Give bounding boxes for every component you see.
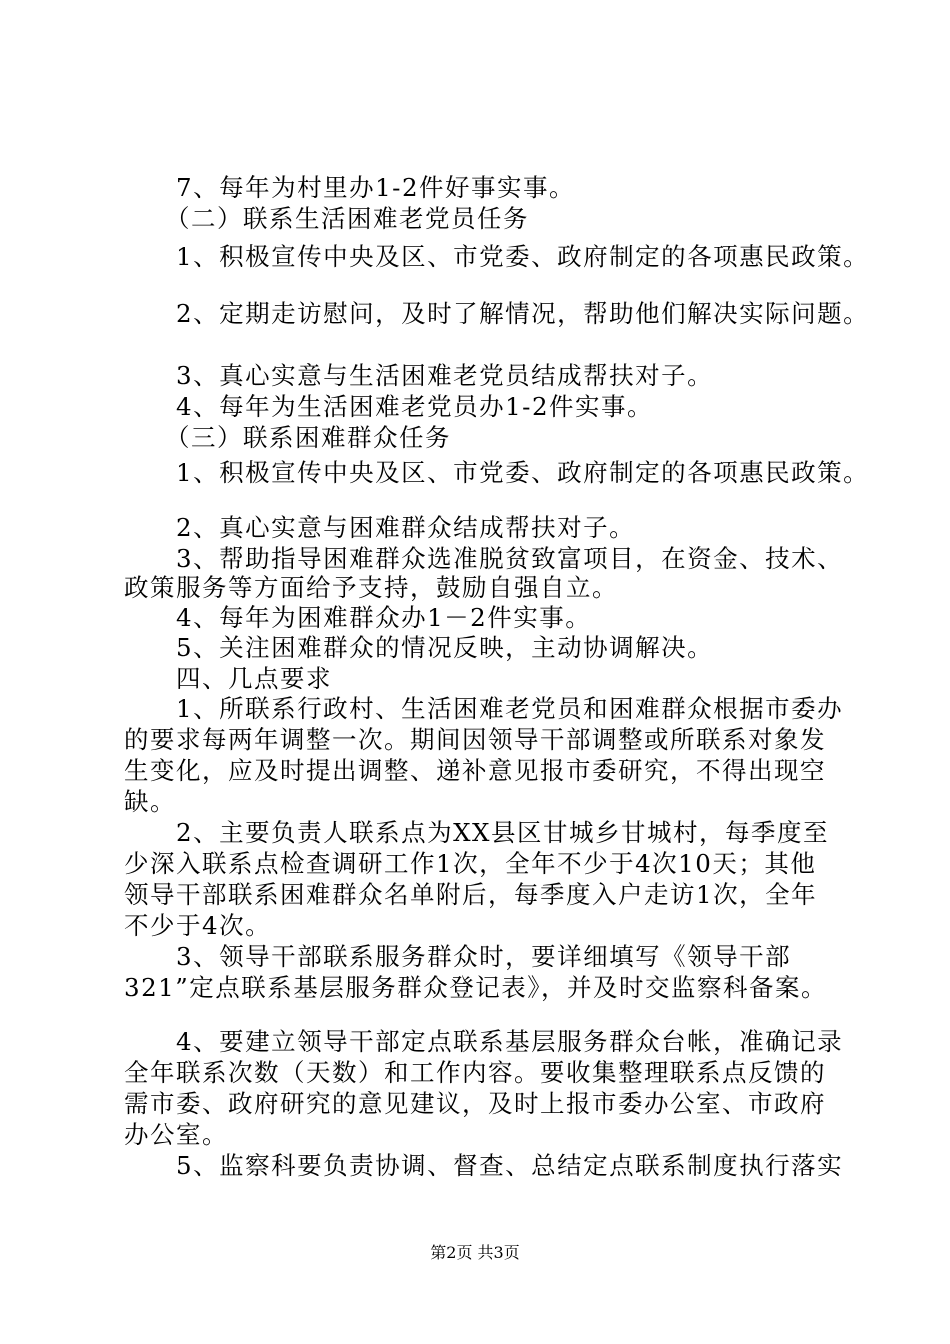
section-heading: （二）联系生活困难老党员任务 [165,204,529,233]
text-line: 3、真心实意与生活困难老党员结成帮扶对子。 [176,361,714,390]
text-line: 政策服务等方面给予支持，鼓励自强自立。 [124,573,618,602]
text-line: 5、监察科要负责协调、督查、总结定点联系制度执行落实 [176,1151,844,1180]
text-line: 需市委、政府研究的意见建议，及时上报市委办公室、市政府 [124,1089,826,1118]
text-line: 生变化，应及时提出调整、递补意见报市委研究，不得出现空 [124,756,826,785]
text-line: 不少于4次。 [124,911,272,940]
text-line: 少深入联系点检查调研工作1次，全年不少于4次10天；其他 [124,849,817,878]
text-line: 办公室。 [124,1120,228,1149]
text-line: 的要求每两年调整一次。期间因领导干部调整或所联系对象发 [124,725,826,754]
text-line: 4、要建立领导干部定点联系基层服务群众台帐，准确记录 [176,1027,844,1056]
text-line: 领导干部联系困难群众名单附后，每季度入户走访1次，全年 [124,880,818,909]
text-line: 2、真心实意与困难群众结成帮扶对子。 [176,513,636,542]
text-line: 2、定期走访慰问，及时了解情况，帮助他们解决实际问题。 [176,299,870,328]
text-line: 321”定点联系基层服务群众登记表》，并及时交监察科备案。 [124,973,828,1002]
text-line: 2、主要负责人联系点为XX县区甘城乡甘城村，每季度至 [176,818,829,847]
section-heading: （三）联系困难群众任务 [165,423,451,452]
text-line: 1、所联系行政村、生活困难老党员和困难群众根据市委办 [176,694,844,723]
text-line: 7、每年为村里办1-2件好事实事。 [176,173,576,202]
section-heading: 四、几点要求 [176,664,332,693]
text-line: 3、帮助指导困难群众选准脱贫致富项目，在资金、技术、 [176,544,844,573]
text-line: 1、积极宣传中央及区、市党委、政府制定的各项惠民政策。 [176,458,870,487]
text-line: 全年联系次数（天数）和工作内容。要收集整理联系点反馈的 [124,1058,826,1087]
text-line: 1、积极宣传中央及区、市党委、政府制定的各项惠民政策。 [176,242,870,271]
text-line: 4、每年为困难群众办1－2件实事。 [176,603,592,632]
text-line: 缺。 [124,787,176,816]
text-line: 5、关注困难群众的情况反映，主动协调解决。 [176,633,714,662]
page-footer: 第2页 共3页 [430,1243,520,1262]
text-line: 3、领导干部联系服务群众时，要详细填写《领导干部 [176,942,792,971]
text-line: 4、每年为生活困难老党员办1-2件实事。 [176,392,654,421]
